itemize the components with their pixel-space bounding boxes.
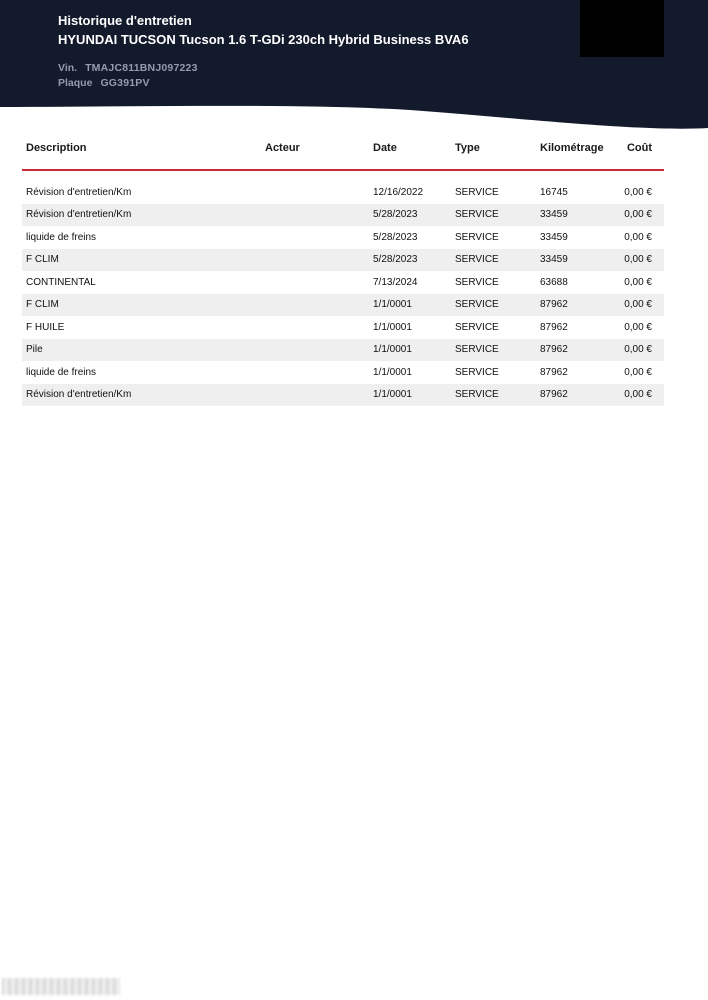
footer-watermark: [2, 978, 120, 995]
table-body: [22, 181, 664, 406]
cell-kilometrage: 87962: [540, 344, 568, 356]
cell-description: liquide de freins: [26, 231, 97, 243]
column-header-date: Date: [373, 142, 397, 154]
vin-value: TMAJC811BNJ097223: [85, 62, 198, 74]
vin-label: Vin.: [58, 62, 78, 74]
table-row: [22, 339, 664, 362]
cell-type: SERVICE: [455, 321, 499, 333]
table-row: [22, 181, 664, 204]
column-header-description: Description: [26, 142, 87, 154]
cell-kilometrage: 33459: [540, 209, 568, 221]
cell-date: 12/16/2022: [373, 186, 424, 198]
column-header-cout: Coût: [626, 142, 652, 154]
vin-row: [58, 61, 568, 76]
cell-type: SERVICE: [455, 186, 499, 198]
table-row: [22, 294, 664, 317]
cell-kilometrage: 87962: [540, 299, 568, 311]
table-row: [22, 361, 664, 384]
cell-cout: 0,00 €: [624, 321, 652, 333]
cell-type: SERVICE: [455, 254, 499, 266]
table-row: [22, 204, 664, 227]
column-header-kilometrage: Kilométrage: [540, 142, 604, 154]
cell-cout: 0,00 €: [624, 231, 652, 243]
cell-type: SERVICE: [455, 366, 499, 378]
brand-logo-placeholder: [580, 0, 664, 57]
cell-type: SERVICE: [455, 276, 499, 288]
cell-description: Révision d'entretien/Km: [26, 186, 132, 198]
table-row: [22, 316, 664, 339]
table-row: [22, 271, 664, 294]
header-accent-line: [22, 169, 664, 171]
cell-date: 1/1/0001: [373, 389, 412, 401]
column-header-type: Type: [455, 142, 480, 154]
cell-kilometrage: 63688: [540, 276, 568, 288]
table-row: [22, 226, 664, 249]
cell-date: 7/13/2024: [373, 276, 418, 288]
cell-cout: 0,00 €: [624, 389, 652, 401]
cell-kilometrage: 87962: [540, 366, 568, 378]
cell-date: 5/28/2023: [373, 209, 418, 221]
cell-kilometrage: 16745: [540, 186, 568, 198]
cell-description: Pile: [26, 344, 43, 356]
cell-date: 5/28/2023: [373, 231, 418, 243]
cell-date: 1/1/0001: [373, 366, 412, 378]
cell-description: F CLIM: [26, 299, 59, 311]
cell-type: SERVICE: [455, 389, 499, 401]
cell-kilometrage: 33459: [540, 254, 568, 266]
plate-row: [58, 76, 568, 91]
header-content: [58, 12, 568, 91]
cell-date: 1/1/0001: [373, 321, 412, 333]
cell-cout: 0,00 €: [624, 276, 652, 288]
cell-kilometrage: 87962: [540, 321, 568, 333]
cell-cout: 0,00 €: [624, 254, 652, 266]
plate-label: Plaque: [58, 77, 93, 89]
cell-cout: 0,00 €: [624, 299, 652, 311]
cell-date: 1/1/0001: [373, 344, 412, 356]
plate-value: GG391PV: [100, 77, 150, 89]
table-header-row: [22, 142, 664, 164]
page-title: Historique d'entretien: [58, 13, 192, 28]
cell-date: 5/28/2023: [373, 254, 418, 266]
cell-cout: 0,00 €: [624, 366, 652, 378]
column-header-acteur: Acteur: [265, 142, 300, 154]
table-row: [22, 384, 664, 407]
cell-description: Révision d'entretien/Km: [26, 209, 132, 221]
cell-kilometrage: 87962: [540, 389, 568, 401]
cell-cout: 0,00 €: [624, 344, 652, 356]
cell-kilometrage: 33459: [540, 231, 568, 243]
cell-type: SERVICE: [455, 299, 499, 311]
table-row: [22, 249, 664, 272]
vehicle-meta: [58, 61, 568, 91]
cell-date: 1/1/0001: [373, 299, 412, 311]
cell-type: SERVICE: [455, 231, 499, 243]
cell-type: SERVICE: [455, 344, 499, 356]
cell-cout: 0,00 €: [624, 209, 652, 221]
vehicle-subtitle: HYUNDAI TUCSON Tucson 1.6 T-GDi 230ch Hybrid Business BVA6: [58, 32, 469, 47]
cell-description: liquide de freins: [26, 366, 97, 378]
cell-cout: 0,00 €: [624, 186, 652, 198]
service-history-table: [22, 142, 664, 406]
report-header: [0, 0, 708, 135]
cell-description: CONTINENTAL: [26, 276, 96, 288]
cell-description: F HUILE: [26, 321, 65, 333]
cell-type: SERVICE: [455, 209, 499, 221]
cell-description: F CLIM: [26, 254, 59, 266]
cell-description: Révision d'entretien/Km: [26, 389, 132, 401]
